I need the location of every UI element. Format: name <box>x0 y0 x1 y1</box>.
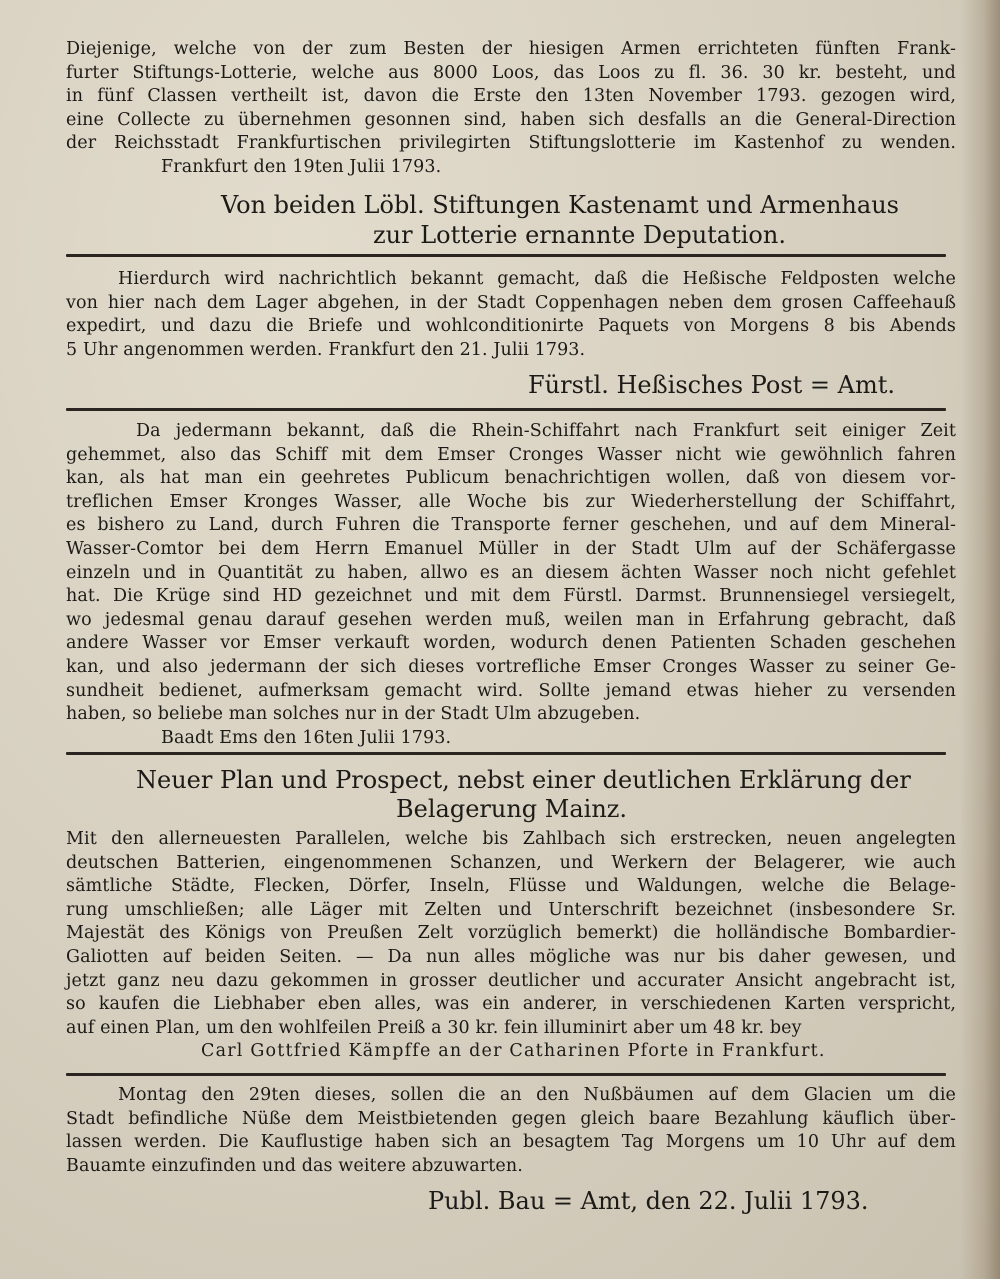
text-line: wo jedesmal genau darauf gesehen werden muß, weilen man in Erfahrung gebracht, daß <box>66 609 956 630</box>
text-line: kan, als hat man ein geehretes Publicum benachrichtigen wollen, daß von diesem vor- <box>66 468 956 489</box>
text-line: Stadt befindliche Nüße dem Meistbietenden gegen gleich baare Bezahlung käuflich über- <box>66 1108 956 1129</box>
dateline: Baadt Ems den 16ten Julii 1793. <box>161 727 452 748</box>
notice-lottery-text <box>66 38 956 180</box>
signature-line: Fürstl. Heßisches Post = Amt. <box>528 371 895 400</box>
text-line: 5 Uhr angenommen werden. Frankfurt den 21. Julii 1793. <box>66 339 586 360</box>
text-line: so kaufen die Liebhaber eben alles, was ein anderer, in verschiedenen Karten verspricht, <box>66 994 956 1015</box>
notice-field-post-text <box>66 268 956 362</box>
text-line: Bauamte einzufinden und das weitere abzuwarten. <box>66 1155 523 1176</box>
signature-line: Von beiden Löbl. Stiftungen Kastenamt und Armenhaus <box>221 190 899 219</box>
text-line: lassen werden. Die Kauflustige haben sich an besagtem Tag Morgens um 10 Uhr auf dem <box>66 1132 956 1153</box>
notice-emser-water-text <box>66 420 956 750</box>
notice-mainz-plan-text <box>66 828 956 1040</box>
notice-lottery <box>66 38 956 250</box>
text-line: Mit den allerneuesten Parallelen, welche bis Zahlbach sich erstrecken, neuen angelegten <box>66 829 956 849</box>
text-line: rung umschließen; alle Läger mit Zelten und Unterschrift bezeichnet (insbesondere Sr. <box>66 899 956 920</box>
text-line: es bishero zu Land, durch Fuhren die Transporte ferner geschehen, und auf dem Mineral- <box>66 515 956 536</box>
text-line: der Reichsstadt Frankfurtischen privilegirten Stiftungslotterie im Kastenhof zu wenden. <box>66 133 956 154</box>
text-line: Hierdurch wird nachrichtlich bekannt gemacht, daß die Heßische Feldposten welche <box>118 269 956 289</box>
text-line: sundheit bedienet, aufmerksam gemacht wird. Sollte jemand etwas hieher zu versenden <box>66 680 956 701</box>
page-gutter-shadow <box>960 0 1000 1279</box>
text-line: Diejenige, welche von der zum Besten der hiesigen Armen errichteten fünften Frank- <box>66 39 956 59</box>
text-line: einzeln und in Quantität zu haben, allwo es an diesem ächten Wasser noch nicht gefehlet <box>66 562 956 583</box>
text-line: Galiotten auf beiden Seiten. — Da nun alles mögliche was nur bis daher gewesen, und <box>66 946 956 967</box>
signature-line: zur Lotterie ernannte Deputation. <box>373 220 786 249</box>
text-line: andere Wasser vor Emser verkauft worden, wodurch denen Patienten Schaden geschehen <box>66 633 956 654</box>
text-line: in fünf Classen vertheilt ist, davon die Erste den 13ten November 1793. gezogen wird, <box>66 86 956 107</box>
notice-walnut-auction-text <box>66 1084 956 1178</box>
text-line: Majestät des Königs von Preußen Zelt vorzüglich bemerkt) die holländische Bombardier- <box>66 923 956 944</box>
divider-rule <box>66 254 946 257</box>
headline: Neuer Plan und Prospect, nebst einer deutlichen Erklärung der <box>136 766 911 794</box>
text-line: treflichen Emser Kronges Wasser, alle Woche bis zur Wiederherstellung der Schiffahrt, <box>66 491 956 512</box>
divider-rule <box>66 1073 946 1076</box>
text-line: auf einen Plan, um den wohlfeilen Preiß a 30 kr. fein illuminirt aber um 48 kr. bey <box>66 1017 802 1038</box>
signature-line: Publ. Bau = Amt, den 22. Julii 1793. <box>428 1187 869 1216</box>
text-line: Wasser-Comtor bei dem Herrn Emanuel Müller in der Stadt Ulm auf der Schäfergasse <box>66 538 956 559</box>
text-line: furter Stiftungs-Lotterie, welche aus 8000 Loos, das Loos zu fl. 36. 30 kr. besteht, und <box>66 62 956 83</box>
headline: Belagerung Mainz. <box>396 795 628 823</box>
text-line: hat. Die Krüge sind HD gezeichnet und mit dem Fürstl. Darmst. Brunnensiegel versiegelt, <box>66 586 956 607</box>
signature-line: Carl Gottfried Kämpffe an der Catharinen Pforte in Frankfurt. <box>201 1041 826 1062</box>
text-line: Montag den 29ten dieses, sollen die an den Nußbäumen auf dem Glacien um die <box>118 1085 956 1105</box>
text-line: von hier nach dem Lager abgehen, in der Stadt Coppenhagen neben dem grosen Caffeehauß <box>66 292 956 313</box>
text-line: jetzt ganz neu dazu gekommen in grosser deutlicher und accurater Ansicht angebracht ist, <box>66 970 956 991</box>
dateline: Frankfurt den 19ten Julii 1793. <box>161 156 442 177</box>
notice-walnut-auction <box>66 1084 956 1216</box>
text-line: expedirt, und dazu die Briefe und wohlconditionirte Paquets von Morgens 8 bis Abends <box>66 316 956 337</box>
divider-rule <box>66 752 946 755</box>
text-line: Da jedermann bekannt, daß die Rhein-Schiffahrt nach Frankfurt seit einiger Zeit <box>136 421 956 441</box>
text-line: eine Collecte zu übernehmen gesonnen sind, haben sich desfalls an die General-Direction <box>66 109 956 130</box>
notice-mainz-plan <box>66 766 956 1064</box>
text-line: haben, so beliebe man solches nur in der Stadt Ulm abzugeben. <box>66 704 641 725</box>
notice-field-post <box>66 268 956 400</box>
text-line: sämtliche Städte, Flecken, Dörfer, Inseln, Flüsse und Waldungen, welche die Belage- <box>66 876 956 897</box>
divider-rule <box>66 408 946 411</box>
notice-emser-water <box>66 420 956 750</box>
text-line: deutschen Batterien, eingenommenen Schanzen, und Werkern der Belagerer, wie auch <box>66 852 956 873</box>
text-line: kan, und also jedermann der sich dieses vortrefliche Emser Cronges Wasser zu seiner Ge- <box>66 656 956 677</box>
text-line: gehemmet, also das Schiff mit dem Emser Cronges Wasser nicht wie gewöhnlich fahren <box>66 444 956 465</box>
